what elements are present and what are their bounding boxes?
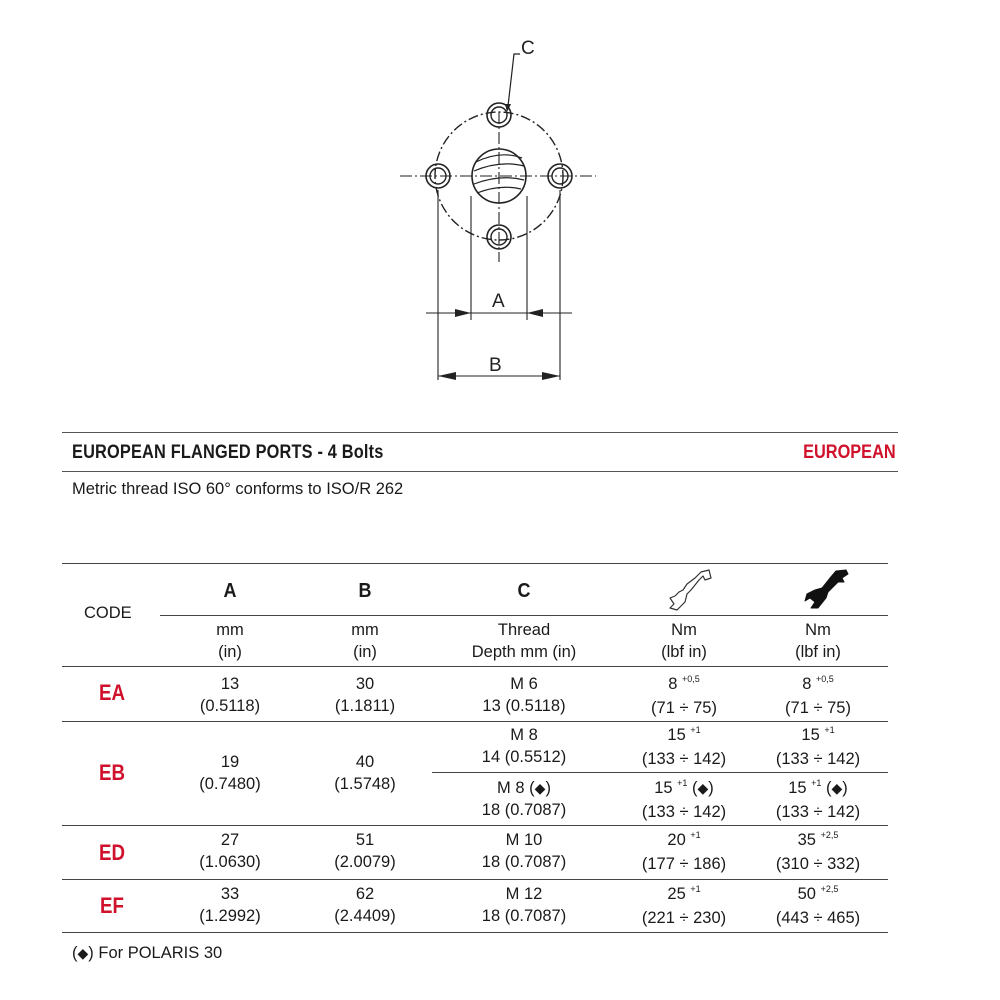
filled-wrench-icon <box>802 568 852 614</box>
row-code-ea: EA <box>99 680 125 705</box>
drawing-label-a: A <box>492 291 505 312</box>
row-code-ef: EF <box>100 893 124 918</box>
diamond-symbol: ◆ <box>77 945 89 961</box>
row-rule-eb-inner <box>432 772 888 773</box>
ea-a: 13 (0.5118) <box>199 675 261 715</box>
header-bottom-rule <box>62 666 888 667</box>
col-unit-c: Thread Depth mm (in) <box>471 621 577 661</box>
ed-c: M 10 18 (0.7087) <box>481 831 567 871</box>
row-rule-ed <box>62 879 888 880</box>
section-tag: EUROPEAN <box>803 442 896 463</box>
eb-torque1: 15 $^{+1}$ (133 ÷ 142) <box>641 725 727 768</box>
row-code-eb: EB <box>99 760 125 785</box>
section-subtitle: Metric thread ISO 60° conforms to ISO/R 262 <box>72 480 404 498</box>
eb-a: 19 (0.7480) <box>199 753 261 793</box>
col-header-a: A <box>223 580 237 602</box>
eb-torque2-polaris: 15 $^{+1}$ (◆) (133 ÷ 142) <box>775 778 861 821</box>
row-rule-ea <box>62 721 888 722</box>
code-header: CODE <box>84 604 132 622</box>
col-unit-torque2: Nm (lbf in) <box>795 621 841 661</box>
eb-torque1-polaris: 15 $^{+1}$ (◆) (133 ÷ 142) <box>641 778 727 821</box>
ef-a: 33 (1.2992) <box>199 885 261 925</box>
ef-torque1: 25 $^{+1}$ (221 ÷ 230) <box>641 884 727 927</box>
table-top-rule <box>62 563 888 564</box>
col-unit-torque1: Nm (lbf in) <box>661 621 707 661</box>
open-wrench-icon <box>665 568 715 614</box>
ea-b: 30 (1.1811) <box>334 675 396 715</box>
eb-c: M 8 14 (0.5512) <box>481 726 567 766</box>
ed-a: 27 (1.0630) <box>199 831 261 871</box>
ea-torque2: 8 $^{+0,5}$ (71 ÷ 75) <box>785 674 851 717</box>
flange-port-drawing <box>0 0 1000 420</box>
col-header-c: C <box>517 580 531 602</box>
ed-torque1: 20 $^{+1}$ (177 ÷ 186) <box>641 830 727 873</box>
drawing-label-c: C <box>521 38 535 59</box>
eb-c-polaris: M 8 (◆) 18 (0.7087) <box>481 779 567 819</box>
ed-torque2: 35 $^{+2,5}$ (310 ÷ 332) <box>775 830 861 873</box>
col-unit-b: mm (in) <box>351 621 379 661</box>
drawing-label-b: B <box>489 355 502 376</box>
col-header-b: B <box>358 580 372 602</box>
header-sub-rule <box>160 615 888 616</box>
col-unit-a: mm (in) <box>216 621 244 661</box>
bolt-hole-left <box>426 164 450 188</box>
row-rule-eb <box>62 825 888 826</box>
eb-torque2: 15 $^{+1}$ (133 ÷ 142) <box>775 725 861 768</box>
ef-c: M 12 18 (0.7087) <box>481 885 567 925</box>
ef-torque2: 50 $^{+2,5}$ (443 ÷ 465) <box>775 884 861 927</box>
table-bottom-rule <box>62 932 888 933</box>
eb-b: 40 (1.5748) <box>334 753 396 793</box>
section-title: EUROPEAN FLANGED PORTS - 4 Bolts <box>72 442 384 463</box>
ed-b: 51 (2.0079) <box>334 831 396 871</box>
ea-c: M 6 13 (0.5118) <box>482 675 566 715</box>
footnote: (◆) For POLARIS 30 <box>72 944 223 962</box>
ef-b: 62 (2.4409) <box>334 885 396 925</box>
section-header <box>62 432 898 472</box>
row-code-ed: ED <box>99 840 125 865</box>
ea-torque1: 8 $^{+0,5}$ (71 ÷ 75) <box>651 674 717 717</box>
